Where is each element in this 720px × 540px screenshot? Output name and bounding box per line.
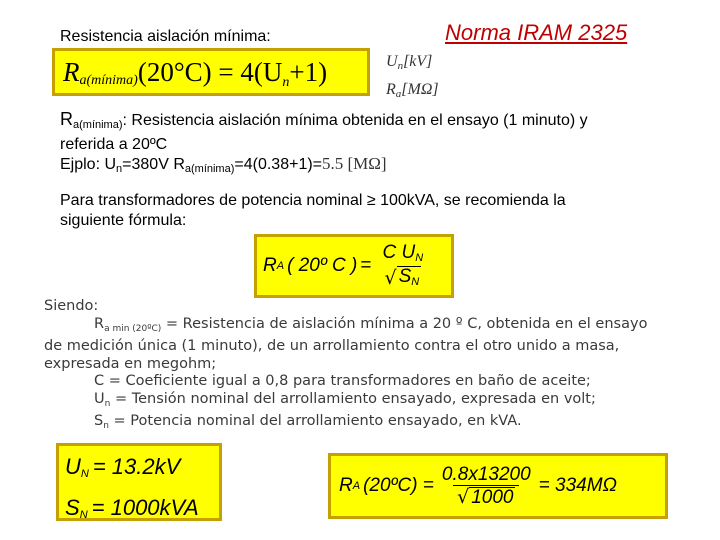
definition-ra-cont1: de medición única (1 minuto), de un arrollamiento contra el otro unido a masa, — [44, 338, 620, 354]
formula-tail: +1) — [289, 57, 328, 87]
definition-c: C = Coeficiente igual a 0,8 para transformadores en baño de aceite; — [94, 373, 591, 389]
definitions-block — [44, 298, 647, 436]
definition-sn: $S_n$ = Potencia nominal del arrollamiento ensayado, en kVA. — [94, 413, 522, 431]
norm-title: Norma IRAM 2325 — [445, 20, 628, 45]
value-un: $U_N = 13.2kV$ — [65, 454, 181, 480]
transformer-note-line2: siguiente fórmula: — [60, 212, 187, 229]
formula-r-subscript: a(mínima) — [79, 73, 138, 88]
formula-n-sub: n — [282, 75, 290, 90]
definition-ra-cont2: expresada en megohm; — [44, 355, 217, 372]
description-line1: $R_{a(mínima)}$: Resistencia aislación mínima obtenida en el ensayo (1 minuto) y — [60, 109, 588, 131]
formula-r-symbol: R — [63, 57, 80, 87]
result-value: = 334MΩ — [538, 475, 618, 496]
given-values-box — [56, 443, 222, 521]
transformer-note-line1: Para transformadores de potencia nominal ≥ 100kVA, se recomienda la — [60, 192, 566, 209]
example-result: 5.5 [MΩ] — [322, 154, 387, 173]
units-legend — [386, 50, 439, 106]
formula-eq: = 4(U — [218, 57, 283, 87]
definitions-title: Siendo: — [44, 298, 99, 314]
result-fraction: 0.8x13200 √ 1000 — [441, 463, 531, 508]
section-subtitle: Resistencia aislación mínima: — [60, 28, 271, 45]
formula2-fraction: C $U_N$ √ $S_N$ — [382, 242, 424, 289]
unit-ra: $R_a[M\Omega]$ — [386, 81, 439, 100]
value-sn: $S_N = 1000kVA$ — [65, 495, 199, 521]
example-line: Ejplo: $U_n=380V$ $R_{a(mínima)}=4(0.38+1)=5.5$ [MΩ] — [60, 154, 387, 175]
description-line2: referida a 20ºC — [60, 136, 168, 153]
formula-recommended: R A ( 20º C ) = C $U_N$ √ $S_N$ — [254, 234, 454, 298]
transformer-note — [60, 191, 566, 231]
formula-temp-arg: (20°C) — [137, 57, 212, 87]
result-formula-box: R A (20ºC) = 0.8x13200 √ 1000 = 334MΩ — [328, 453, 668, 519]
unit-un: $U_n[kV]$ — [386, 53, 433, 72]
definition-ra: $R_{a min (20ºC)}$ = Resistencia de aislación mínima a 20 º C, obtenida en el ensayo — [94, 315, 648, 334]
formula-min-resistance — [52, 48, 370, 96]
description-block — [60, 110, 588, 179]
definition-un: $U_n$ = Tensión nominal del arrollamiento ensayado, expresada en volt; — [94, 390, 596, 409]
